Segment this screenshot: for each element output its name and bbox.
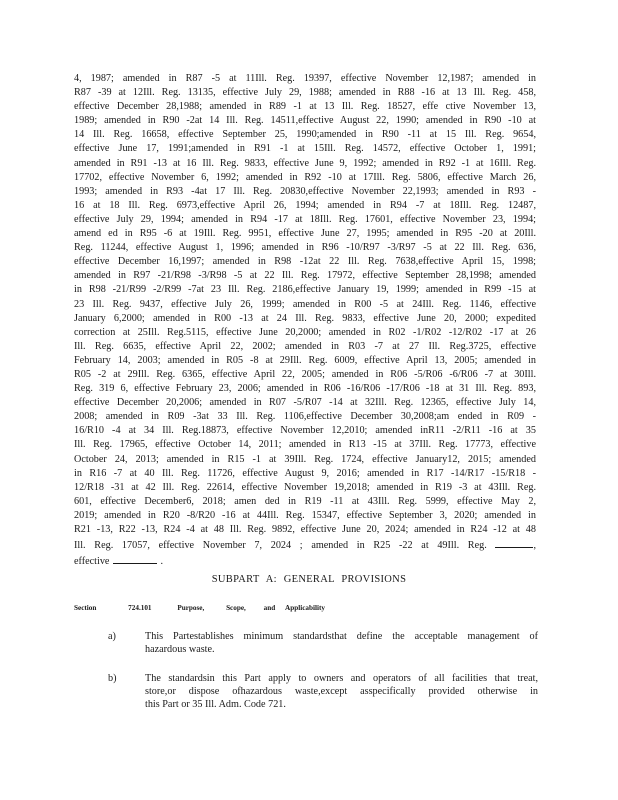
subsection-line: The standardsin this Part apply to owners and operators of all facilities that treat, (145, 673, 538, 684)
section-title-word: and (263, 604, 276, 612)
history-line: effective December 28,1988; amended in R89 -1 at 13 Ill. Reg. 18527, effe ctive November 13, (74, 101, 536, 113)
history-line: amend ed in R95 -6 at 19Ill. Reg. 9951, effective June 27, 1995; amended in R95 -20 at 20Ill. (74, 228, 536, 240)
section-number: 724.101 (128, 604, 152, 612)
blank-trailing-comma: , (533, 540, 537, 552)
history-line: R21 -13, R22 -13, R24 -4 at 48 Ill. Reg. 9892, effective June 20, 2024; amended in R24 -12 at 48 (74, 524, 536, 535)
subsection-label: b) (108, 673, 117, 684)
history-line: in R98 -21/R99 -2/R99 -7at 23 Ill. Reg. 2186,effective January 19, 1999; amended in R99 -15 at (74, 284, 536, 296)
history-line: R87 -39 at 12Ill. Reg. 13135, effective July 29, 1988; amended in R88 -16 at 13 Ill. Reg. 458, (74, 87, 536, 99)
section-title-word: Applicability (285, 604, 325, 612)
subsection-line: hazardous waste. (145, 644, 215, 655)
history-line: January 6,2000; amended in R00 -13 at 24 Ill. Reg. 9833, effective June 20, 2000; expedited (74, 312, 536, 324)
source-history-note (74, 72, 536, 569)
history-line-with-blank (74, 537, 536, 553)
history-line: 4, 1987; amended in R87 -5 at 11Ill. Reg. 19397, effective November 12,1987; amended in (74, 73, 536, 84)
history-line: 16 at 18 Ill. Reg. 6973,effective April 26, 1994; amended in R94 -7 at 18Ill. Reg. 12487, (74, 199, 536, 211)
subsection-line: This Partestablishes minimum standardsthat define the acceptable management of (145, 631, 538, 642)
history-line: 2019; amended in R20 -8/R20 -16 at 44Ill. Reg. 15347, effective September 3, 2020; amended in (74, 509, 536, 521)
history-line-with-blank (74, 553, 536, 569)
blank-register-citation (495, 537, 533, 548)
history-line: 1993; amended in R93 -4at 17 Ill. Reg. 20830,effective November 22,1993; amended in R93 - (74, 185, 536, 197)
history-line: amended in R91 -13 at 16 Ill. Reg. 9833, effective June 9, 1992; amended in R92 -1 at 16Ill. Reg. (74, 157, 536, 169)
subpart-heading: SUBPART A: GENERAL PROVISIONS (211, 574, 407, 585)
history-line: 601, effective December6, 2018; amen ded in R19 -11 at 43Ill. Reg. 5999, effective May 2, (74, 495, 536, 507)
history-line: in R16 -7 at 40 Ill. Reg. 11726, effective August 9, 2016; amended in R17 -14/R17 -15/R18 - (74, 467, 536, 479)
subsection-label: a) (108, 631, 116, 642)
history-line: effective June 17, 1991;amended in R91 -1 at 15Ill. Reg. 14572, effective October 1, 1991; (74, 143, 536, 155)
history-line: Ill. Reg. 17965, effective October 14, 2011; amended in R13 -15 at 37Ill. Reg. 17773, effective (74, 439, 536, 451)
section-title-word: Scope, (226, 604, 246, 612)
history-line: R05 -2 at 29Ill. Reg. 6365, effective April 22, 2005; amended in R06 -5/R06 -6/R06 -7 at 30Ill. (74, 368, 536, 380)
subsection-line: this Part or 35 Ill. Adm. Code 721. (145, 699, 286, 710)
history-line: effective December 20,2006; amended in R07 -5/R07 -14 at 32Ill. Reg. 12365, effective July 14, (74, 397, 536, 409)
history-line: Reg. 11244, effective August 1, 1996; amended in R96 -10/R97 -3/R97 -5 at 22 Ill. Reg. 636, (74, 242, 536, 254)
subsection-text (145, 672, 538, 711)
history-line: October 24, 2013; amended in R15 -1 at 39Ill. Reg. 1724, effective January12, 2015; amended (74, 453, 536, 465)
history-line: 1989; amended in R90 -2at 14 Ill. Reg. 14511,effective August 22, 1990; amended in R90 -10 at (74, 115, 536, 127)
section-title-word: Purpose, (177, 604, 205, 612)
history-line: Ill. Reg. 6635, effective April 22, 2002; amended in R03 -7 at 27 Ill. Reg.3725, effective (74, 340, 536, 352)
history-line: Reg. 319 6, effective February 23, 2006; amended in R06 -16/R06 -17/R06 -18 at 31 Ill. Reg. 893, (74, 383, 536, 395)
history-line: correction at 25Ill. Reg.5115, effective June 20,2000; amended in R02 -1/R02 -12/R02 -17 at 26 (74, 326, 536, 338)
blank-effective-date (113, 553, 157, 564)
history-line: 2008; amended in R09 -3at 33 Ill. Reg. 1106,effective December 30,2008;am ended in R09 - (74, 411, 536, 423)
history-line: amended in R97 -21/R98 -3/R98 -5 at 22 Ill. Reg. 17972, effective September 28,1998; amended (74, 270, 536, 282)
section-label: Section (74, 604, 97, 612)
history-line: effective December 16,1997; amended in R98 -12at 22 Ill. Reg. 7638,effective April 15, 1998; (74, 256, 536, 268)
history-line: 12/R18 -31 at 42 Ill. Reg. 22614, effective November 19,2018; amended in R19 -3 at 43Ill. Reg. (74, 481, 536, 493)
history-line: effective July 29, 1994; amended in R94 -17 at 18Ill. Reg. 17601, effective November 23, 1994; (74, 213, 536, 225)
section-heading (74, 604, 325, 612)
history-line: 23 Ill. Reg. 9437, effective July 26, 1999; amended in R00 -5 at 24Ill. Reg. 1146, effective (74, 298, 536, 310)
history-line-text: Ill. Reg. 17057, effective November 7, 2024 ; amended in R25 -22 at 49Ill. Reg. (74, 540, 487, 552)
subsection-text (145, 630, 538, 656)
blank-trailing-period: . (160, 556, 164, 568)
history-line-text: effective (74, 556, 110, 568)
history-line: 14 Ill. Reg. 16658, effective September 25, 1990;amended in R90 -11 at 15 Ill. Reg. 9654, (74, 129, 536, 141)
history-line: 17702, effective November 6, 1992; amended in R92 -10 at 17Ill. Reg. 5806, effective March 26, (74, 171, 536, 183)
history-line: February 14, 2003; amended in R05 -8 at 29Ill. Reg. 6009, effective April 13, 2005; amended in (74, 354, 536, 366)
history-line: 16/R10 -4 at 34 Ill. Reg.18873, effective November 12,2010; amended inR11 -2/R11 -16 at 35 (74, 425, 536, 437)
subsection-line: store,or dispose ofhazardous waste,except asspecifically provided otherwise in (145, 686, 538, 697)
